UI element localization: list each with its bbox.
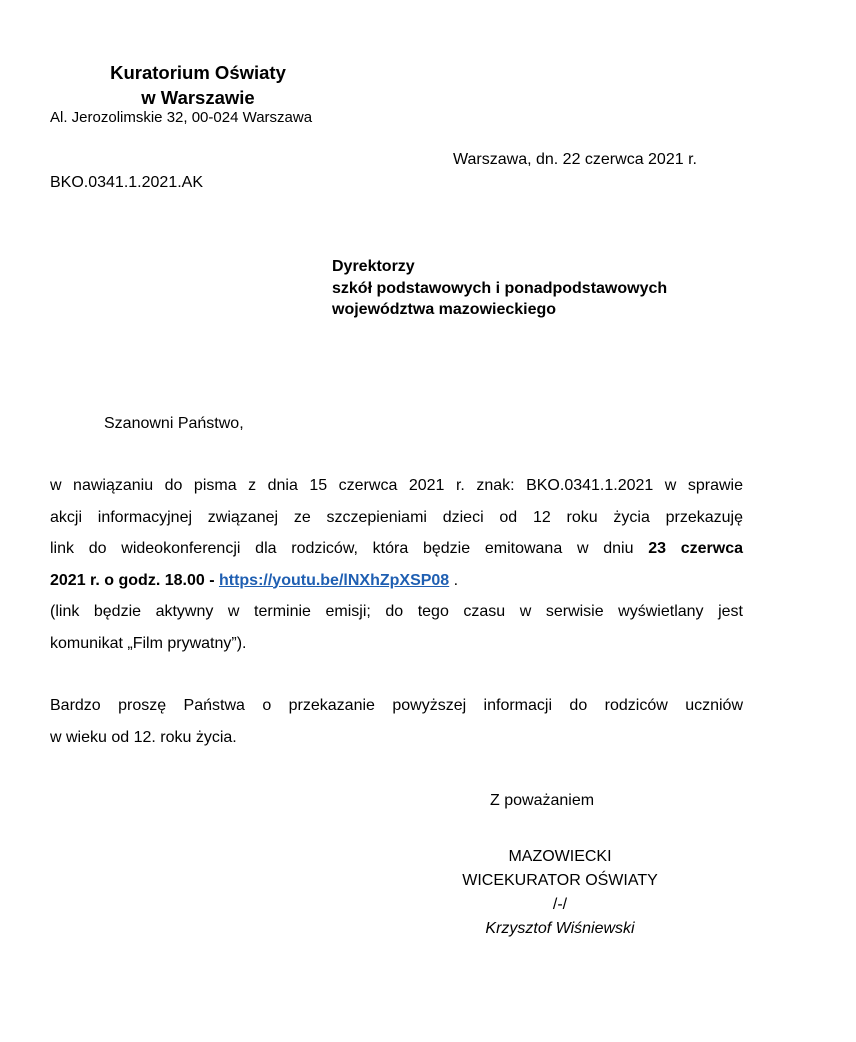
body-p1-line4-end: .	[453, 571, 459, 589]
body-paragraph-2	[50, 690, 743, 753]
body-p2-line2: w wieku od 12. roku życia.	[50, 728, 237, 746]
issuer-name-line1: Kuratorium Oświaty	[110, 62, 286, 83]
video-link[interactable]: https://youtu.be/lNXhZpXSP08	[218, 571, 450, 589]
signer-name: Krzysztof Wiśniewski	[485, 920, 635, 937]
body-p2-line1: Bardzo proszę Państwa o przekazanie powyższej informacji do rodziców uczniów	[50, 697, 743, 714]
body-p1-line2: akcji informacyjnej związanej ze szczepieniami dzieci od 12 roku życia przekazuję	[50, 508, 743, 526]
issuer-name	[50, 60, 346, 110]
emission-date: 23 czerwca	[648, 540, 743, 557]
emission-time: 2021 r. o godz. 18.00 -	[50, 571, 215, 589]
body-p1-line5: (link będzie aktywny w terminie emisji; do tego czasu w serwisie wyświetlany jest	[50, 603, 743, 620]
reference-number: BKO.0341.1.2021.AK	[50, 174, 203, 191]
issuer-address: Al. Jerozolimskie 32, 00-024 Warszawa	[50, 109, 313, 126]
issuer-name-line2: w Warszawie	[141, 87, 255, 108]
body-p1-line6: komunikat „Film prywatny”).	[50, 634, 247, 652]
body-paragraph-1	[50, 470, 743, 659]
recipient-block	[332, 256, 667, 321]
body-p1-line3	[50, 533, 743, 565]
signed-mark: /-/	[552, 896, 568, 913]
recipient-line3: województwa mazowieckiego	[332, 301, 557, 318]
signer-title-line1: MAZOWIECKI	[508, 848, 612, 865]
letter-date: Warszawa, dn. 22 czerwca 2021 r.	[453, 151, 697, 168]
body-p1-line1: w nawiązaniu do pisma z dnia 15 czerwca 2021 r. znak: BKO.0341.1.2021 w sprawie	[50, 477, 743, 494]
signature-block	[440, 845, 680, 941]
recipient-line2: szkół podstawowych i ponadpodstawowych	[332, 279, 668, 297]
recipient-line1: Dyrektorzy	[332, 258, 415, 275]
closing-phrase: Z poważaniem	[490, 792, 595, 809]
salutation: Szanowni Państwo,	[104, 415, 244, 432]
body-p1-line3-text: link do wideokonferencji dla rodziców, która będzie emitowana w dniu	[50, 540, 634, 557]
signer-title-line2: WICEKURATOR OŚWIATY	[462, 872, 658, 889]
body-p1-line4	[50, 565, 743, 597]
